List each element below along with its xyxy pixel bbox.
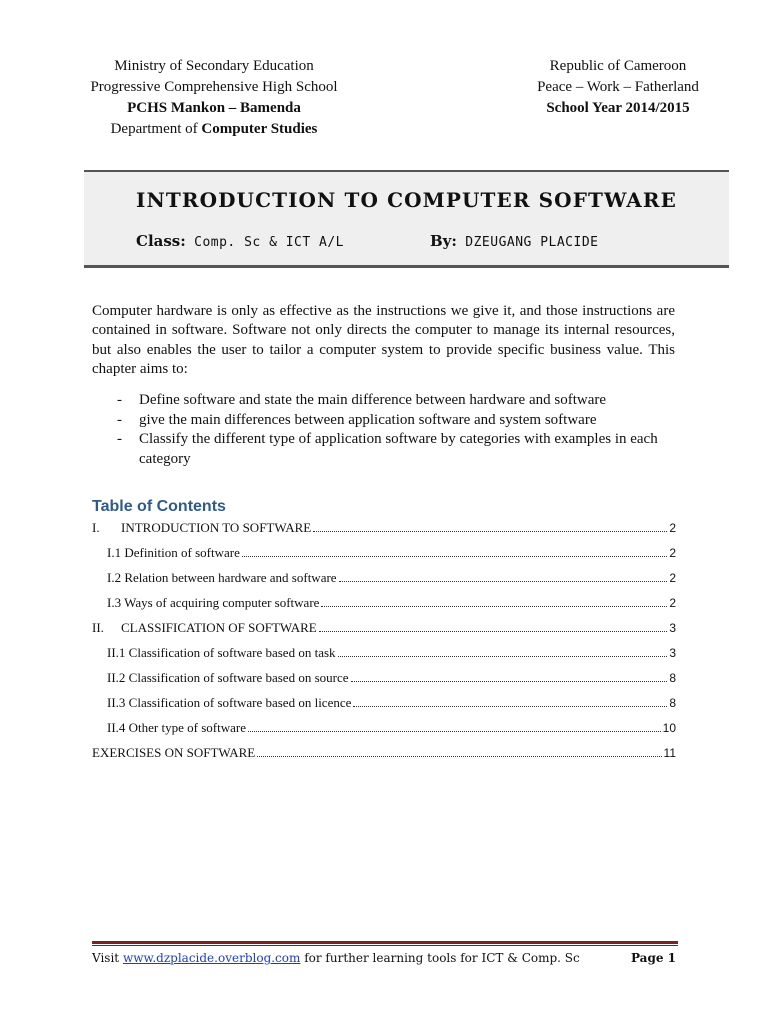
toc-entry[interactable] — [92, 520, 676, 538]
author-value: DZEUGANG PLACIDE — [456, 235, 599, 250]
bullet-dash: - — [117, 411, 122, 428]
list-item — [117, 411, 677, 431]
toc-text: INTRODUCTION TO SOFTWARE — [121, 520, 312, 535]
toc-number: II. — [92, 620, 104, 635]
author-label: By: — [430, 232, 457, 250]
toc-page: 2 — [669, 596, 676, 610]
toc-page: 2 — [669, 521, 676, 535]
toc-text: I.2 Relation between hardware and software — [107, 570, 337, 585]
department-line — [60, 119, 368, 140]
toc-heading: Table of Contents — [92, 498, 226, 515]
toc-leader — [338, 656, 668, 657]
toc-page: 3 — [669, 621, 676, 635]
class-info — [136, 232, 344, 250]
toc-entry[interactable] — [92, 620, 676, 638]
toc-text: II.2 Classification of software based on source — [107, 670, 349, 685]
toc-entry[interactable] — [92, 670, 676, 688]
toc-leader — [257, 756, 661, 757]
class-label: Class: — [136, 232, 186, 250]
school-name: Progressive Comprehensive High School — [90, 79, 338, 95]
toc-page: 2 — [669, 546, 676, 560]
toc-entry[interactable] — [92, 595, 676, 613]
header-left — [60, 56, 368, 140]
toc-page: 11 — [663, 746, 676, 760]
author-info — [430, 232, 599, 250]
toc-leader — [248, 731, 661, 732]
page-number: Page 1 — [630, 951, 676, 965]
title-box — [84, 170, 729, 268]
toc-leader — [242, 556, 667, 557]
bullet-dash: - — [117, 392, 122, 408]
department-name: Computer Studies — [201, 121, 318, 137]
toc-entry[interactable] — [92, 720, 676, 738]
page-footer — [92, 951, 678, 965]
footer-prefix: Visit — [92, 951, 123, 965]
bullet-dash: - — [117, 431, 122, 448]
toc-entry[interactable] — [92, 570, 676, 588]
list-item — [117, 391, 677, 411]
toc-number: I. — [92, 520, 100, 535]
school-year: School Year 2014/2015 — [546, 100, 690, 116]
toc-text: II.1 Classification of software based on task — [107, 645, 336, 660]
document-title: INTRODUCTION TO COMPUTER SOFTWARE — [136, 188, 677, 212]
toc-text: EXERCISES ON SOFTWARE — [92, 745, 256, 760]
toc-page: 2 — [669, 571, 676, 585]
toc-leader — [313, 531, 667, 532]
toc-leader — [321, 606, 667, 607]
header-right — [508, 56, 728, 119]
motto-line: Peace – Work – Fatherland — [537, 79, 699, 95]
toc-leader — [353, 706, 667, 707]
toc-page: 10 — [662, 721, 676, 735]
toc-text: I.1 Definition of software — [107, 545, 240, 560]
aim-text: give the main differences between application software and system software — [139, 411, 597, 428]
website-link[interactable]: www.dzplacide.overblog.com — [122, 951, 301, 965]
class-value: Comp. Sc & ICT A/L — [185, 235, 345, 250]
aim-text: Define software and state the main difference between hardware and software — [139, 392, 606, 408]
list-item — [117, 430, 677, 469]
toc-text: II.4 Other type of software — [107, 720, 246, 735]
footer-suffix: for further learning tools for ICT & Comp. Sc — [300, 951, 580, 965]
toc-leader — [351, 681, 668, 682]
toc-entry[interactable] — [92, 745, 676, 763]
toc-entry[interactable] — [92, 545, 676, 563]
country-line: Republic of Cameroon — [549, 58, 687, 74]
toc-entry[interactable] — [92, 695, 676, 713]
toc-page: 8 — [669, 696, 676, 710]
intro-paragraph: Computer hardware is only as effective as the instructions we give it, and those instructions are contained in software. Software not only directs the computer to manage its internal resources, but also enables the user to tailor a computer system to provide specific business value. This chapter aims to: — [92, 303, 675, 378]
toc-page: 3 — [669, 646, 676, 660]
school-location: PCHS Mankon – Bamenda — [127, 100, 301, 116]
aim-text: Classify the different type of application software by categories with examples in each category — [139, 431, 658, 467]
department-prefix: Department of — [110, 121, 202, 137]
toc-text: II.3 Classification of software based on licence — [107, 695, 352, 710]
toc-text: CLASSIFICATION OF SOFTWARE — [121, 620, 317, 635]
toc-leader — [319, 631, 668, 632]
toc-page: 8 — [669, 671, 676, 685]
aims-list — [117, 391, 677, 469]
toc-text: I.3 Ways of acquiring computer software — [107, 595, 320, 610]
ministry-line: Ministry of Secondary Education — [114, 58, 314, 74]
toc-entry[interactable] — [92, 645, 676, 663]
footer-divider-thin — [92, 945, 678, 946]
toc-leader — [339, 581, 668, 582]
footer-divider — [92, 941, 678, 944]
